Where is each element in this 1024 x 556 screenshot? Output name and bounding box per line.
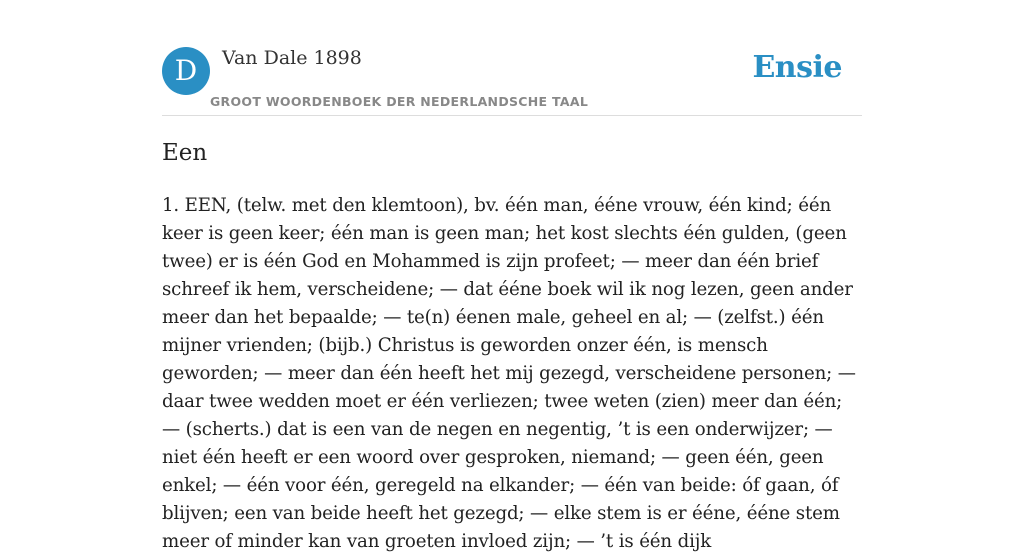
- source-title[interactable]: Van Dale 1898: [222, 47, 362, 69]
- source-header: [162, 44, 862, 116]
- entry-headword: Een: [162, 140, 208, 166]
- source-subtitle: GROOT WOORDENBOEK DER NEDERLANDSCHE TAAL: [210, 94, 589, 109]
- source-avatar[interactable]: D: [162, 47, 210, 95]
- brand-logo[interactable]: Ensie: [752, 50, 842, 85]
- entry-definition: 1. EEN, (telw. met den klemtoon), bv. één man, ééne vrouw, één kind; één keer is geen keer; één man is geen man; het kost slechts één gulden, (geen twee) er is één God en Mohammed is zijn profeet; — meer dan één brief schreef ik hem, verscheidene; — dat ééne boek wil ik nog lezen, geen ander meer dan het bepaalde; — te(n) éenen male, geheel en al; — (zelfst.) één mijner vrienden; (bijb.) Christus is geworden onzer één, is mensch geworden; — meer dan één heeft het mij gezegd, verscheidene personen; — daar twee wedden moet er één verliezen; twee weten (zien) meer dan één; — (scherts.) dat is een van de negen en negentig, ’t is een onderwijzer; — niet één heeft er een woord over gesproken, niemand; — geen één, geen enkel; — één voor één, geregeld na elkander; — één van beide: óf gaan, óf blijven; een van beide heeft het gezegd; — elke stem is er ééne, ééne stem meer of minder kan van groeten invloed zijn; — ’t is één dijk: [162, 195, 856, 552]
